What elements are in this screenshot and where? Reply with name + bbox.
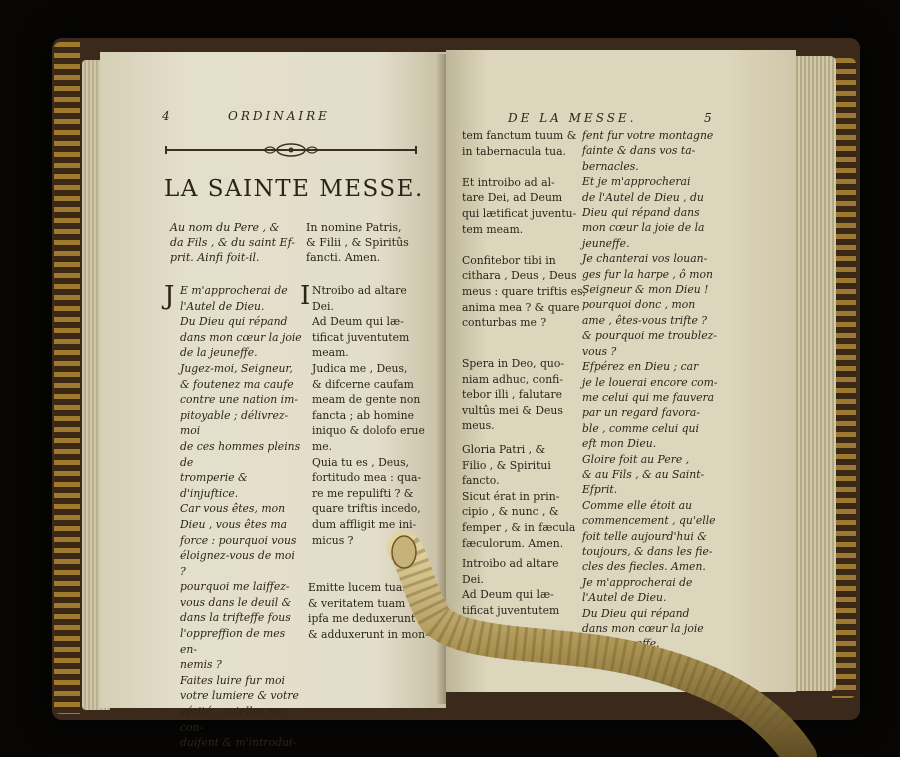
latin-gloria-text: Gloria Patri , & Filio , & Spiritui fancto. Sicut érat in prin- cipio , & nunc , & femper , & in fæcula fæculorum. Amen. — [462, 443, 576, 550]
french-psalm-text: E m'approcherai de l'Autel de Dieu. Du Dieu qui répand dans mon cœur la joie de la jeuneffe. Jugez-moi, Seigneur, & foutenez ma caufe contre une nation im- pitoyable ; délivrez-moi de ces hommes pleins de tromperie & d'injuftice. Car vous êtes, mon Dieu , vous êtes ma force : pourquoi vous éloignez-vous de moi ? pourquoi me laiffez- vous dans le deuil & dans la trifteffe fous l'oppreffion de mes en- nemis ? Faites luire fur moi votre lumiere & votre vérité : qu'elles me con- duifent & m'introdui- — [180, 284, 302, 750]
latin-drop-cap: I — [300, 281, 311, 311]
latin-introibo-repeat: Introibo ad altare Dei. Ad Deum qui læ- tificat juventutem meam. — [462, 557, 560, 633]
latin-tabernacula-text: tem fanctum tuum & in tabernacula tua. Et introibo ad al- tare Dei, ad Deum qui lætificat juventu- tem meam. Confitebor tibi in cithara , Deus , Deus meus : quare triftis es, anima mea ? & quare conturbas me ? — [462, 129, 586, 330]
french-drop-cap: J — [164, 281, 175, 311]
left-running-head: ORDINAIRE — [228, 109, 330, 123]
right-running-head: DE LA MESSE. — [508, 111, 637, 125]
french-intro: Au nom du Pere , & da Fils , & du saint Ef- prit. Ainfi foit-il. — [170, 221, 295, 264]
french-continued-text: fent fur votre montagne fainte & dans vos ta- bernacles. Et je m'approcherai de l'Autel de Dieu , du Dieu qui répand dans mon cœur la joie de la jeuneffe. Je chanterai vos louan- ges fur la harpe , ô mon Seigneur & mon Dieu ! pourquoi donc , mon ame , êtes-vous trifte ? & pourquoi me troublez- vous ? Efpérez en Dieu ; car je le louerai encore com- me celui qui me fauvera par un regard favora- ble , comme celui qui eft mon Dieu. Gloire foit au Pere , & au Fils , & au Saint- Efprit. Comme elle étoit au commencement , qu'elle foit telle aujourd'hui & toujours, & dans les fie- cles des fiecles. Amen. Je m'approcherai de l'Autel de Dieu. Du Dieu qui répand dans mon cœur la joie de la jeuneffe. — [582, 129, 718, 651]
latin-psalm-text: Ntroibo ad altare Dei. Ad Deum qui læ- tificat juventutem meam. Judica me , Deus, & difcerne caufam meam de gente non fancta ; ab homine iniquo & dolofo erue me. Quia tu es , Deus, fortitudo mea : qua- re me repulifti ? & quare triftis incedo, dum affligit me ini- micus ? — [312, 284, 425, 547]
right-page-number: 5 — [704, 111, 712, 125]
latin-emitte-text: Emitte lucem tuam & veritatem tuam ipfa me deduxerunt & adduxerunt in mon- — [308, 581, 429, 641]
left-page-number: 4 — [162, 109, 173, 123]
latin-spera-text: Spera in Deo, quo- niam adhuc, confi- tebor illi , falutare vultûs mei & Deus meus. — [462, 357, 564, 433]
latin-intro: In nomine Patris, & Filii , & Spiritûs fancti. Amen. — [306, 221, 409, 264]
page-title: LA SAINTE MESSE. — [164, 176, 424, 202]
